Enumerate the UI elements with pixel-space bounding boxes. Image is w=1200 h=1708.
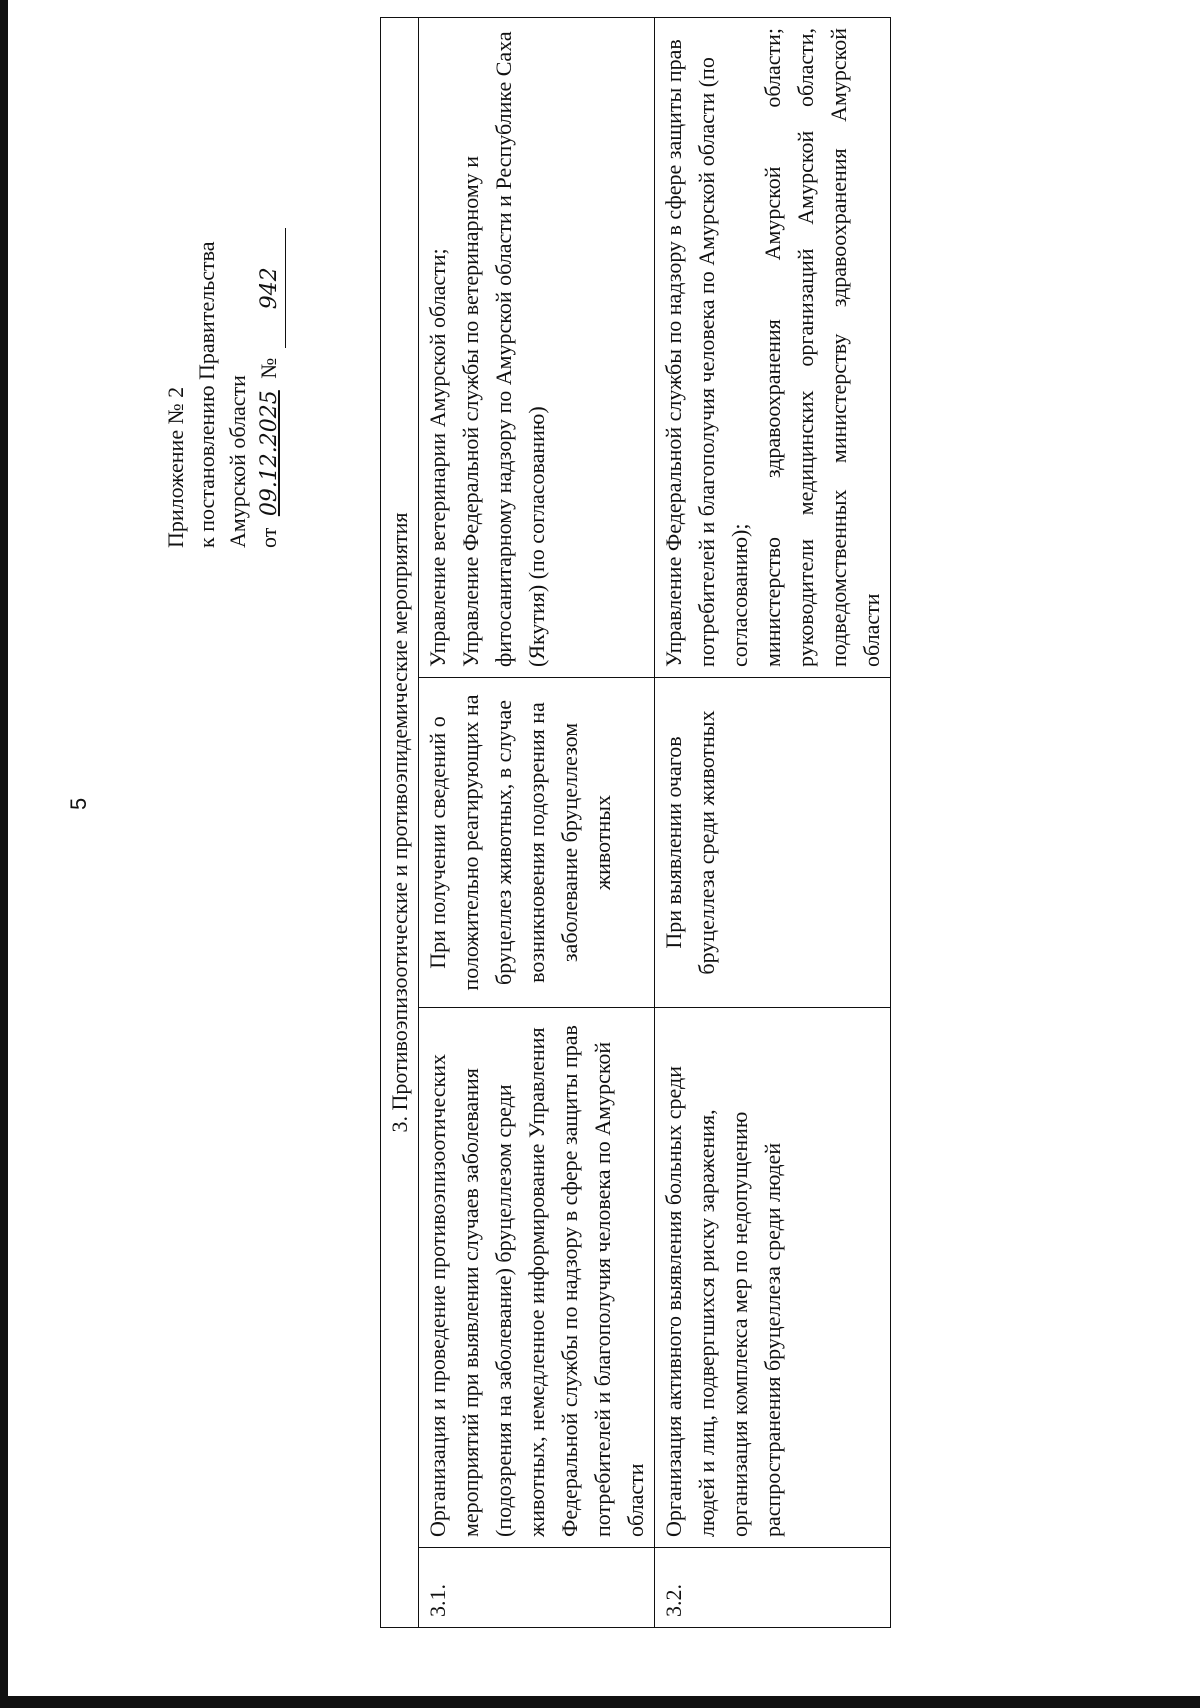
approval-block: [160, 28, 286, 548]
resolution-date: 09.12.2025: [257, 390, 282, 517]
table-row: [655, 17, 891, 1627]
number-label: №: [256, 357, 281, 379]
page-number: 5: [66, 797, 91, 810]
executor-item: министерство здравоохранения Амурской области;: [760, 27, 785, 667]
measure-cell: Организация и проведение противоэпизоотических мероприятий при выявлении случаев заболевания (подозрения на заболевание) бруцеллезом среди животных, немедленное информирование Управления Федеральной службы по надзору в сфере защиты прав потребителей и благополучия человека по Амурской области: [419, 1008, 655, 1548]
executors-cell: [419, 17, 655, 677]
measures-table: [380, 17, 891, 1628]
table-row: [419, 17, 655, 1627]
approval-line-resolution: к постановлению Правительства: [194, 241, 219, 548]
measure-cell: Организация активного выявления больных среди людей и лиц, подвергшихся риску заражения, организация комплекса мер по недопущению распространения бруцеллеза среди людей: [655, 1008, 891, 1548]
section-title: 3. Противоэпизоотические и противоэпидемические мероприятия: [381, 17, 419, 1627]
approval-line-date: [253, 28, 286, 548]
executor-item: руководители медицинских организаций Амурской области, подведомственных министерству здравоохранения Амурской области: [793, 27, 884, 667]
timing-cell: При получении сведений о положительно реагирующих на бруцеллез животных, в случае возникновения подозрения на заболевание бруцеллезом животных: [419, 678, 655, 1008]
executor-item: Управление Федеральной службы по ветеринарному и фитосанитарному надзору по Амурской области и Республике Саха (Якутия) (по согласованию): [458, 31, 549, 667]
approval-line-region: Амурской области: [225, 375, 250, 548]
from-label: от: [256, 527, 281, 548]
timing-cell: При выявлении очагов бруцеллеза среди животных: [655, 678, 891, 1008]
approval-line-appendix: Приложение № 2: [163, 386, 188, 548]
section-row: [381, 17, 419, 1627]
executor-item: Управление Федеральной службы по надзору в сфере защиты прав потребителей и благополучия человека по Амурской области (по согласованию);: [661, 39, 752, 667]
executor-item: Управление ветеринарии Амурской области;: [425, 248, 450, 667]
row-number: 3.2.: [655, 1548, 891, 1628]
resolution-number: 942: [254, 228, 286, 348]
row-number: 3.1.: [419, 1548, 655, 1628]
executors-cell: [655, 17, 891, 677]
